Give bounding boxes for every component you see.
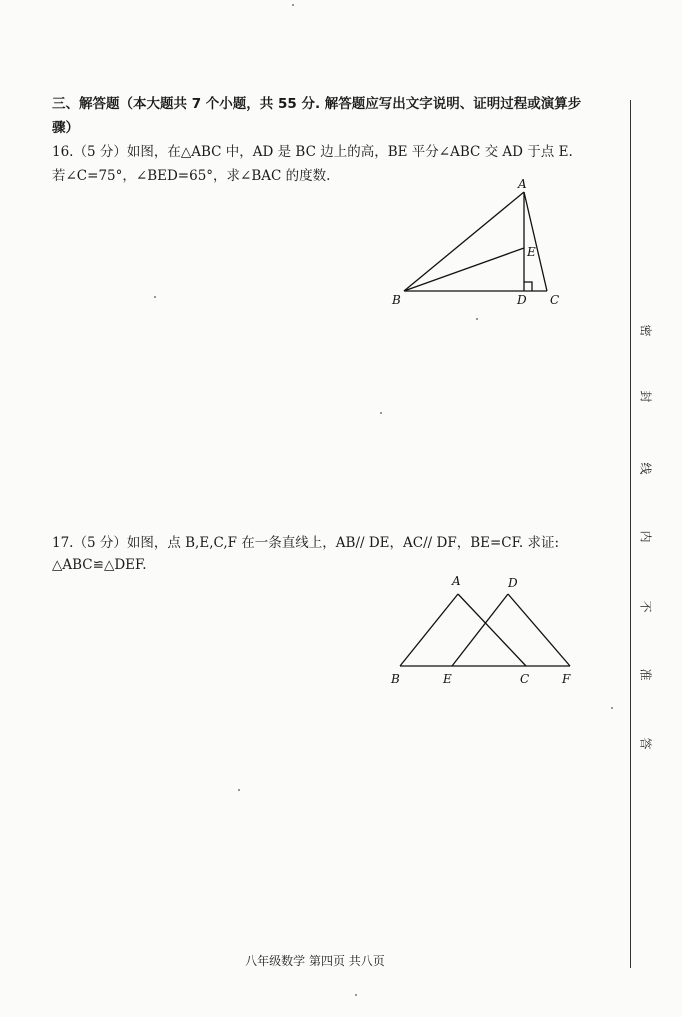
vertex-label-a: A (452, 574, 461, 588)
seal-char: 准 (638, 668, 653, 681)
vertex-label-d: D (508, 576, 518, 590)
segment-df (508, 594, 570, 666)
q17-line-2: △ABC≌△DEF. (52, 557, 147, 573)
vertex-label-c: C (520, 672, 530, 686)
scan-speck (292, 4, 294, 6)
scan-speck (380, 412, 382, 414)
vertex-label-d: D (517, 293, 527, 307)
segment-be-bisector (404, 248, 524, 291)
segment-ac (458, 594, 526, 666)
seal-char: 答 (638, 737, 653, 750)
q16-line-1: 16.（5 分）如图，在△ABC 中，AD 是 BC 边上的高，BE 平分∠ABC 交 AD 于点 E. (52, 144, 573, 160)
q16-triangle-figure (390, 176, 580, 310)
seal-char: 内 (638, 530, 653, 543)
seal-char: 密 (638, 324, 653, 337)
right-angle-mark (524, 282, 532, 291)
vertex-label-e: E (527, 245, 536, 259)
vertex-label-c: C (550, 293, 560, 307)
seal-char: 封 (638, 390, 653, 403)
vertex-label-a: A (518, 177, 527, 191)
vertex-label-f: F (562, 672, 571, 686)
page-footer: 八年级数学 第四页 共八页 (245, 954, 385, 968)
segment-ac (524, 192, 547, 291)
q17-line-1: 17.（5 分）如图，点 B,E,C,F 在一条直线上，AB// DE，AC// DF，BE=CF. 求证: (52, 535, 560, 551)
segment-ab (404, 192, 524, 291)
segment-de (452, 594, 508, 666)
q16-line-2: 若∠C=75°，∠BED=65°，求∠BAC 的度数. (52, 168, 331, 184)
scan-speck (476, 318, 478, 320)
q17-triangles-figure (388, 572, 588, 692)
seal-char: 线 (638, 462, 653, 475)
scan-speck (611, 707, 613, 709)
segment-ab (400, 594, 458, 666)
scan-speck (355, 994, 357, 996)
scan-speck (154, 296, 156, 298)
scan-speck (238, 789, 240, 791)
seal-char: 不 (638, 600, 653, 613)
section-heading: 三、解答题（本大题共 7 个小题，共 55 分. 解答题应写出文字说明、证明过程或演算步骤） (52, 96, 582, 136)
vertex-label-b: B (392, 293, 401, 307)
vertex-label-e: E (443, 672, 452, 686)
vertex-label-b: B (391, 672, 400, 686)
seal-line (630, 100, 631, 968)
